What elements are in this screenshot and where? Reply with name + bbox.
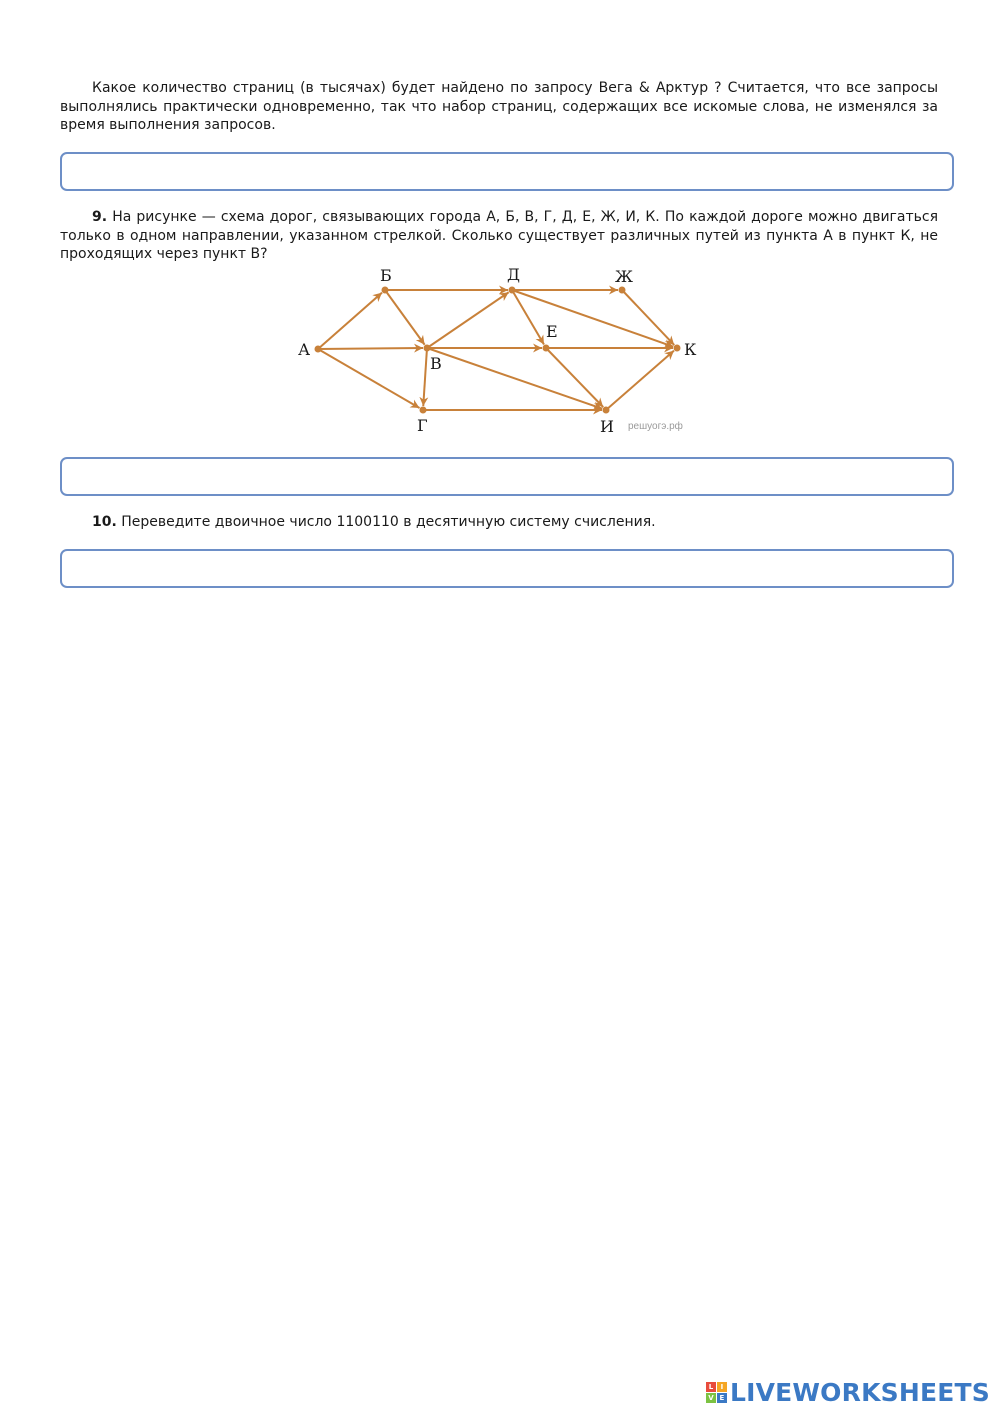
city-node-K — [674, 345, 681, 352]
question-10 — [60, 513, 938, 532]
answer-box-q9[interactable] — [60, 457, 954, 496]
city-node-E — [543, 345, 550, 352]
road-A-G — [318, 349, 420, 408]
logo-text: LIVEWORKSHEETS — [729, 1378, 990, 1407]
watermark: решуогэ.рф — [628, 421, 683, 432]
logo-letter-i: I — [717, 1382, 727, 1392]
road-A-V — [318, 348, 423, 349]
question-9-text: На рисунке — схема дорог, связывающих города А, Б, В, Г, Д, Е, Ж, И, К. По каждой дороге можно двигаться только в одном направлении, указанном стрелкой. Сколько существует различных путей из пункта А в пункт К, не проходящих через пункт В? — [60, 209, 939, 262]
logo-mark-icon — [706, 1382, 727, 1403]
city-node-Zh — [619, 287, 626, 294]
road-I-K — [606, 351, 674, 410]
road-B-V — [385, 290, 425, 345]
city-label-I: И — [600, 417, 614, 436]
road-V-G — [423, 348, 427, 406]
city-node-D — [509, 287, 516, 294]
road-D-E — [512, 290, 544, 345]
road-scheme-diagram — [290, 262, 710, 440]
question-9-number: 9. — [92, 209, 108, 225]
question-9 — [60, 208, 938, 264]
city-label-K: К — [684, 340, 697, 359]
logo-letter-e: E — [717, 1393, 727, 1403]
city-node-I — [603, 407, 610, 414]
city-label-D: Д — [507, 265, 521, 284]
logo-letter-l: L — [706, 1382, 716, 1392]
city-label-B: Б — [380, 266, 392, 285]
answer-box-q8[interactable] — [60, 152, 954, 191]
road-A-B — [318, 293, 382, 349]
road-V-D — [427, 292, 509, 348]
city-node-V — [424, 345, 431, 352]
city-label-Zh: Ж — [615, 267, 633, 286]
logo-letter-v: V — [706, 1393, 716, 1403]
question-10-text: Переведите двоичное число 1100110 в десятичную систему счисления. — [121, 514, 656, 530]
city-label-V: В — [430, 354, 442, 373]
city-node-G — [420, 407, 427, 414]
city-node-B — [382, 287, 389, 294]
city-label-G: Г — [417, 416, 428, 435]
answer-box-q10[interactable] — [60, 549, 954, 588]
question-8-text: Какое количество страниц (в тысячах) будет найдено по запросу Вега & Арктур ? Считается, что все запросы выполнялись практически одновременно, так что набор страниц, содержащих все искомые слова, не изменялся за время выполнения запросов. — [60, 80, 938, 133]
question-10-number: 10. — [92, 514, 117, 530]
liveworksheets-logo — [706, 1378, 990, 1407]
city-label-E: Е — [546, 322, 558, 341]
city-node-A — [315, 346, 322, 353]
city-label-A: А — [298, 340, 311, 359]
